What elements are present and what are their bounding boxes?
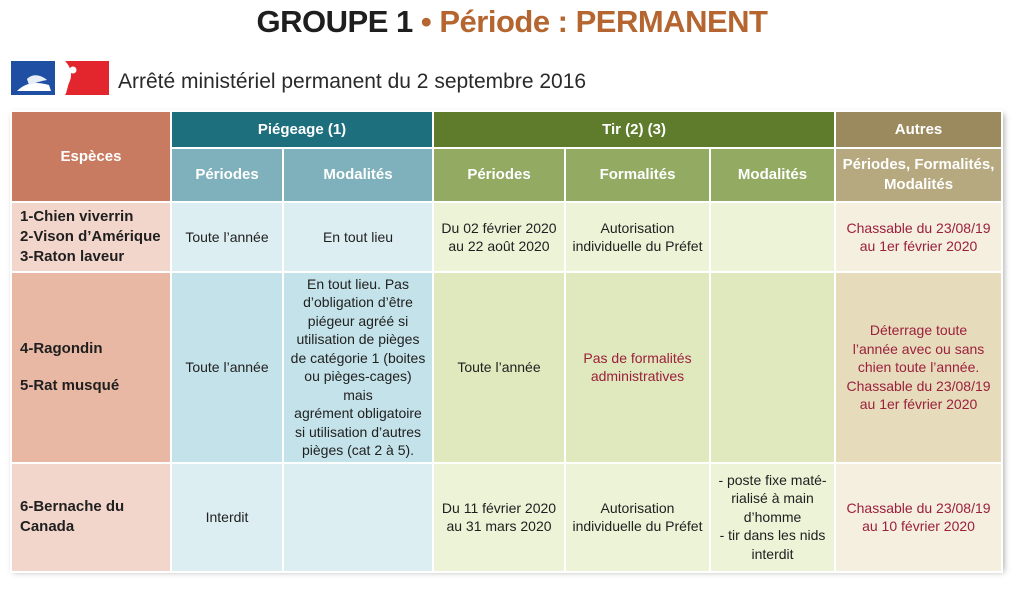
title-separator: •: [420, 4, 432, 39]
cell-line: - tir dans les nids: [719, 527, 826, 544]
header-autres-sub-line: Modalités: [883, 176, 954, 193]
cell-line: En tout lieu. Pas: [307, 276, 409, 292]
cell-line: de catégorie 1 (boites: [290, 349, 426, 366]
cell-line: si utilisation d’autres: [294, 423, 422, 440]
cell-line: d’obligation d’être: [303, 294, 413, 311]
page-title: [0, 4, 1024, 40]
tir-periodes-cell: [433, 202, 565, 272]
cell-line: Chassable du 23/08/19: [846, 377, 991, 394]
table-row: [11, 202, 1002, 272]
header-autres: Autres: [835, 111, 1002, 148]
header-especes: Espèces: [11, 111, 171, 202]
tir-formalites-cell: [565, 272, 710, 463]
tir-formalites-cell: [565, 202, 710, 272]
species-cell: [11, 202, 171, 272]
species-name: 4-Ragondin: [20, 339, 103, 357]
cell-line: Du 02 février 2020: [441, 219, 557, 236]
cell-line: - poste fixe maté-: [718, 472, 827, 489]
header-tir-formalites: Formalités: [565, 148, 710, 202]
header-piegeage: Piégeage (1): [171, 111, 433, 148]
piegeage-modalites-cell: En tout lieu: [283, 202, 433, 272]
cell-line: Autorisation: [600, 499, 675, 516]
cell-line: agrément obligatoire: [294, 405, 422, 422]
species-name: 5-Rat musqué: [20, 377, 120, 395]
cell-line: l’année avec ou sans: [852, 340, 985, 357]
species-name: 6-Bernache du: [20, 498, 125, 516]
piegeage-periodes-cell: Toute l’année: [171, 272, 283, 463]
header-autres-sub: [835, 148, 1002, 202]
cell-line: interdit: [751, 545, 794, 562]
cell-line: au 1er février 2020: [859, 396, 978, 413]
header-tir-modalites: Modalités: [710, 148, 835, 202]
cell-line: rialisé à main: [731, 490, 814, 507]
tir-modalites-cell: [710, 463, 835, 572]
cell-line: chien toute l’année.: [857, 359, 980, 376]
cell-line: administratives: [590, 368, 685, 385]
cell-line: au 10 février 2020: [862, 518, 975, 535]
decree-subtitle: Arrêté ministériel permanent du 2 septembre 2016: [118, 70, 587, 93]
cell-line: Chassable du 23/08/19: [846, 219, 991, 236]
header-autres-sub-line: Périodes, Formalités,: [842, 156, 995, 174]
piegeage-modalites-cell: [283, 272, 433, 463]
cell-line: utilisation de pièges: [296, 331, 420, 348]
header-piegeage-modalites: Modalités: [283, 148, 433, 202]
piegeage-periodes-cell: Interdit: [171, 463, 283, 572]
cell-line: individuelle du Préfet: [572, 518, 703, 535]
species-cell: [11, 272, 171, 463]
piegeage-periodes-cell: Toute l’année: [171, 202, 283, 272]
tir-periodes-cell: [433, 463, 565, 572]
species-name: Canada: [20, 518, 75, 536]
title-period: Période : PERMANENT: [439, 4, 768, 39]
cell-line: individuelle du Préfet: [572, 238, 703, 254]
cell-line: ou pièges-cages) mais: [304, 368, 412, 403]
cell-line: au 31 mars 2020: [446, 518, 552, 535]
tir-modalites-cell: [710, 272, 835, 463]
species-name: 2-Vison d’Amérique: [20, 228, 161, 246]
marianne-logo-icon: [11, 61, 109, 95]
cell-line: Chassable du 23/08/19: [846, 499, 991, 516]
cell-line: Déterrage toute: [869, 322, 968, 339]
tir-modalites-cell: [710, 202, 835, 272]
cell-line: Du 11 février 2020: [441, 499, 557, 516]
header-piegeage-periodes: Périodes: [171, 148, 283, 202]
header-tir: Tir (2) (3): [433, 111, 835, 148]
tir-periodes-cell: Toute l’année: [433, 272, 565, 463]
tir-formalites-cell: [565, 463, 710, 572]
cell-line: d’homme: [743, 508, 802, 525]
cell-line: Pas de formalités: [583, 349, 692, 366]
cell-line: piégeur agréé si: [307, 312, 409, 329]
species-regulation-table: [10, 110, 1001, 568]
table-row: [11, 463, 1002, 572]
autres-cell: [835, 463, 1002, 572]
cell-line: Autorisation: [600, 219, 675, 236]
table-row: [11, 272, 1002, 463]
species-name: 1-Chien viverrin: [20, 208, 134, 226]
cell-line: au 22 août 2020: [448, 238, 550, 254]
piegeage-modalites-cell: [283, 463, 433, 572]
title-group: GROUPE 1: [256, 4, 413, 39]
header-tir-periodes: Périodes: [433, 148, 565, 202]
autres-cell: [835, 202, 1002, 272]
species-name: 3-Raton laveur: [20, 247, 125, 265]
autres-cell: [835, 272, 1002, 463]
species-cell: [11, 463, 171, 572]
cell-line: pièges (cat 2 à 5).: [301, 442, 415, 459]
cell-line: au 1er février 2020: [859, 238, 978, 254]
